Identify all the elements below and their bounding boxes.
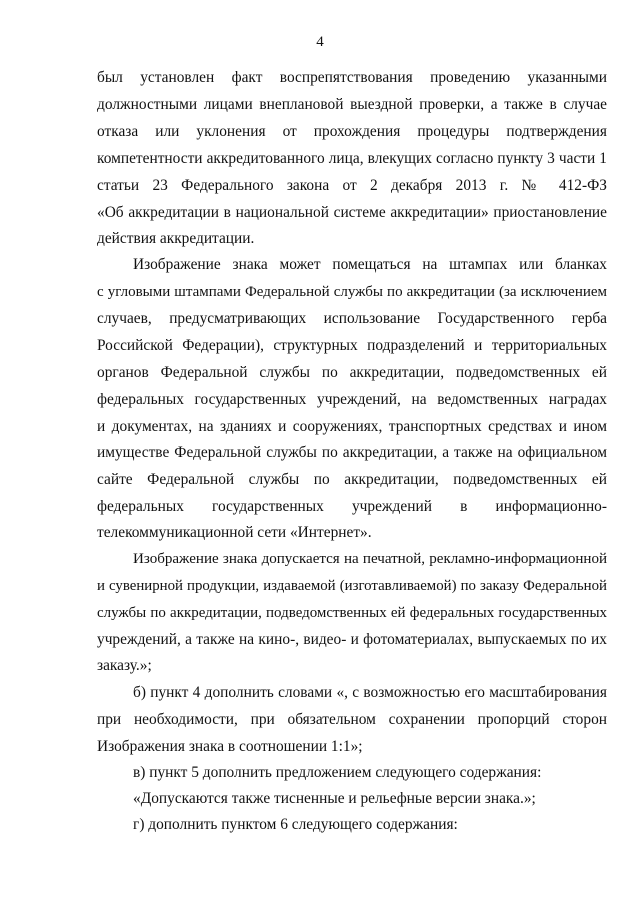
text-line: случаев, предусматривающих использование Государственного герба bbox=[97, 310, 607, 327]
paragraph-5: в) пункт 5 дополнить предложением следующего содержания: bbox=[133, 764, 542, 781]
paragraph-6: «Допускаются также тисненные и рельефные версии знака.»; bbox=[133, 790, 536, 807]
text-line: сайте Федеральной службы по аккредитации, подведомственных ей bbox=[97, 471, 607, 488]
text-line: отказа или уклонения от прохождения процедуры подтверждения bbox=[97, 123, 607, 140]
text-line: при необходимости, при обязательном сохранении пропорций сторон bbox=[97, 711, 607, 728]
text-line: Изображение знака допускается на печатной, рекламно-информационной bbox=[133, 551, 607, 567]
text-line: имуществе Федеральной службы по аккредитации, а также на официальном bbox=[97, 444, 607, 461]
text-line: статьи 23 Федерального закона от 2 декабря 2013 г. № 412-ФЗ bbox=[97, 177, 607, 194]
text-line: Российской Федерации), структурных подразделений и территориальных bbox=[97, 337, 607, 354]
text-line: был установлен факт воспрепятствования проведению указанными bbox=[97, 69, 607, 86]
text-line: органов Федеральной службы по аккредитации, подведомственных ей bbox=[97, 364, 607, 381]
text-line: Изображение знака может помещаться на штампах или бланках bbox=[133, 256, 607, 273]
text-line: учреждений, а также на кино-, видео- и фотоматериалах, выпускаемых по их bbox=[97, 631, 607, 648]
text-line: «Об аккредитации в национальной системе аккредитации» приостановление bbox=[97, 204, 607, 221]
paragraph-7: г) дополнить пунктом 6 следующего содержания: bbox=[133, 816, 458, 833]
page-number: 4 bbox=[316, 34, 324, 50]
text-line: службы по аккредитации, подведомственных ей федеральных государственных bbox=[97, 605, 607, 621]
text-line: с угловыми штампами Федеральной службы по аккредитации (за исключением bbox=[97, 284, 607, 300]
text-line: федеральных государственных учреждений в информационно- bbox=[97, 498, 607, 515]
text-line: Изображения знака в соотношении 1:1»; bbox=[97, 738, 363, 755]
text-line: должностными лицами внеплановой выездной проверки, а также в случае bbox=[97, 96, 607, 113]
text-line: и сувенирной продукции, издаваемой (изготавливаемой) по заказу Федеральной bbox=[97, 578, 607, 594]
text-line: заказу.»; bbox=[97, 657, 152, 674]
text-line: действия аккредитации. bbox=[97, 230, 255, 247]
text-line: телекоммуникационной сети «Интернет». bbox=[97, 524, 372, 541]
text-line: компетентности аккредитованного лица, влекущих согласно пункту 3 части 1 bbox=[97, 150, 607, 167]
text-line: и документах, на зданиях и сооружениях, транспортных средствах и ином bbox=[97, 418, 607, 435]
text-line: б) пункт 4 дополнить словами «, с возможностью его масштабирования bbox=[133, 684, 607, 701]
text-line: федеральных государственных учреждений, на ведомственных наградах bbox=[97, 391, 607, 408]
